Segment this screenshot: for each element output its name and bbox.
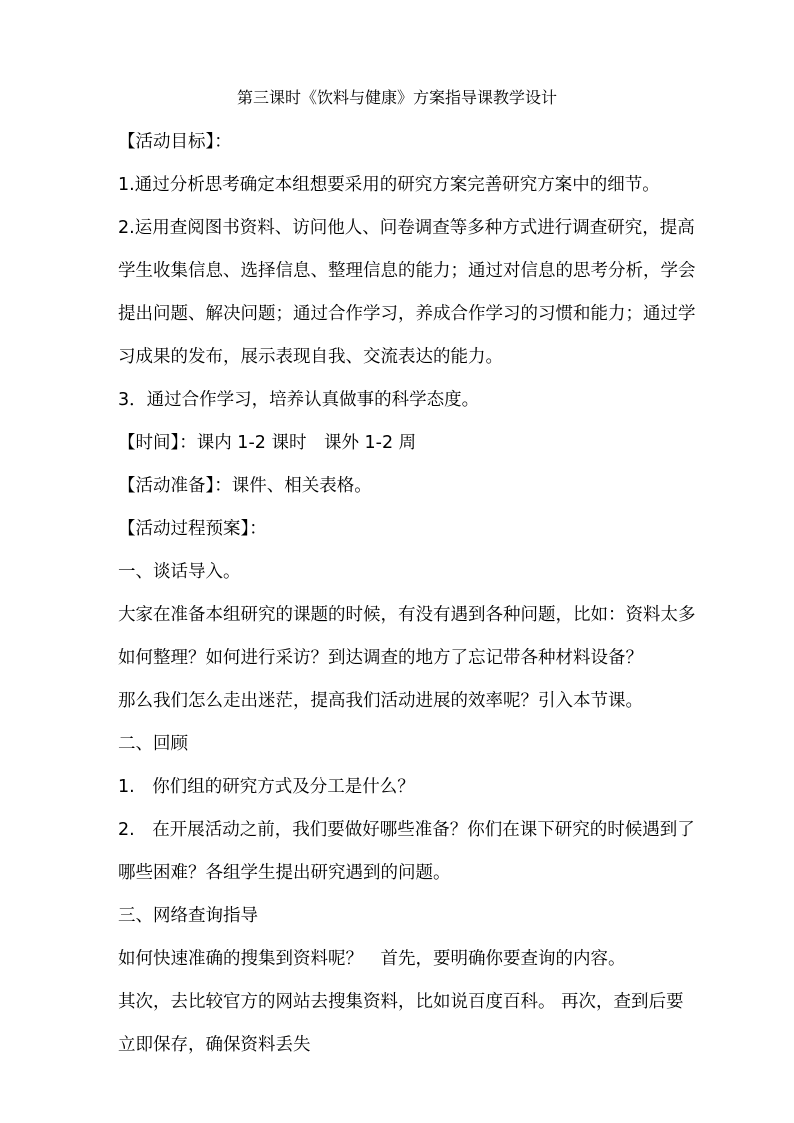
preparation-info: 【活动准备】：课件、相关表格。 [118, 476, 372, 496]
objective-2-line-3: 提出问题、解决问题；通过合作学习，养成合作学习的习惯和能力；通过学 [118, 304, 696, 324]
step-3-text-line-3: 立即保存，确保资料丢失 [118, 1035, 311, 1055]
objective-3: 3．通过合作学习，培养认真做事的科学态度。 [118, 390, 480, 410]
document-body [118, 121, 718, 1067]
step-2-question-2-line-1: 2. 在开展活动之前，我们要做好哪些准备？你们在课下研究的时候遇到了 [118, 820, 695, 840]
step-1-heading: 一、谈话导入。 [118, 562, 241, 582]
objective-1: 1.通过分析思考确定本组想要采用的研究方案完善研究方案中的细节。 [118, 175, 660, 195]
step-3-text-line-2: 其次，去比较官方的网站去搜集资料，比如说百度百科。 再次，查到后要 [118, 992, 684, 1012]
step-1-text-line-3: 那么我们怎么走出迷茫，提高我们活动进展的效率呢？引入本节课。 [118, 691, 643, 711]
step-3-text-line-1: 如何快速准确的搜集到资料呢？ 首先，要明确你要查询的内容。 [118, 949, 626, 969]
step-3-heading: 三、网络查询指导 [118, 906, 258, 926]
step-1-text-line-2: 如何整理？如何进行采访？到达调查的地方了忘记带各种材料设备？ [118, 648, 643, 668]
document-title: 第三课时《饮料与健康》方案指导课教学设计 [236, 88, 557, 107]
step-2-question-1: 1. 你们组的研究方式及分工是什么？ [118, 777, 415, 797]
step-2-question-2-line-2: 哪些困难？各组学生提出研究遇到的问题。 [118, 863, 451, 883]
objective-2-line-4: 习成果的发布，展示表现自我、交流表达的能力。 [118, 347, 503, 367]
section-heading-process: 【活动过程预案】： [118, 519, 267, 539]
section-heading-objectives: 【活动目标】： [118, 132, 232, 152]
step-1-text-line-1: 大家在准备本组研究的课题的时候，有没有遇到各种问题，比如：资料太多 [118, 605, 696, 625]
objective-2-line-1: 2.运用查阅图书资料、访问他人、问卷调查等多种方式进行调查研究，提高 [118, 218, 695, 238]
time-info: 【时间】：课内 1-2 课时 课外 1-2 周 [118, 433, 417, 453]
step-2-heading: 二、回顾 [118, 734, 188, 754]
objective-2-line-2: 学生收集信息、选择信息、整理信息的能力；通过对信息的思考分析，学会 [118, 261, 696, 281]
